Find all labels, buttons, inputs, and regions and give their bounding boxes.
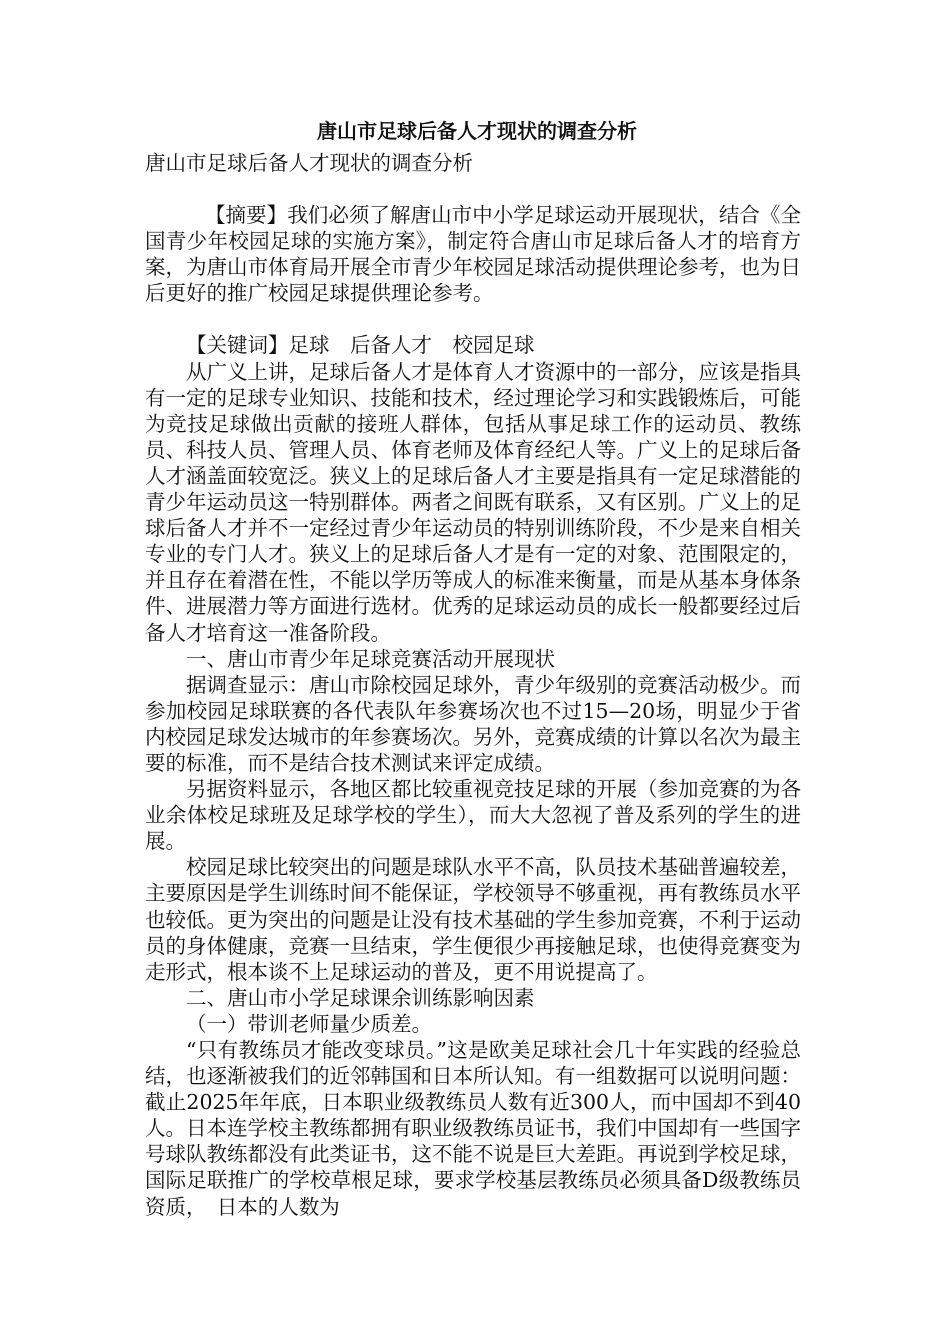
abstract-paragraph: 【摘要】我们必须了解唐山市中小学足球运动开展现状，结合《全国青少年校园足球的实施方案》，制定符合唐山市足球后备人才的培育方案，为唐山市体育局开展全市青少年校园足球活动提供理论参考，也为日后更好的推广校园足球提供理论参考。 [145,203,801,306]
body-paragraph: “只有教练员才能改变球员。”这是欧美足球社会几十年实践的经验总结，也逐渐被我们的近邻韩国和日本所认知。有一组数据可以说明问题：截止2025年年底，日本职业级教练员人数有近300人，而中国却不到40人。日本连学校主教练都拥有职业级教练员证书，我们中国却有一些国字号球队教练都没有此类证书，这不能不说是巨大差距。再说到学校足球，国际足联推广的学校草根足球，要求学校基层教练员必须具备D级教练员资质， 日本的人数为 [145,1038,801,1219]
body-paragraph: 据调查显示：唐山市除校园足球外，青少年级别的竞赛活动极少。而参加校园足球联赛的各代表队年参赛场次也不过15—20场，明显少于省内校园足球发达城市的年参赛场次。另外，竞赛成绩的计算以名次为最主要的标准，而不是结合技术测试来评定成绩。 [145,672,801,775]
body-paragraph: 从广义上讲，足球后备人才是体育人才资源中的一部分，应该是指具有一定的足球专业知识、技能和技术，经过理论学习和实践锻炼后，可能为竞技足球做出贡献的接班人群体，包括从事足球工作的运动员、教练员、科技人员、管理人员、体育老师及体育经纪人等。广义上的足球后备人才涵盖面较宽泛。狭义上的足球后备人才主要是指具有一定足球潜能的青少年运动员这一特别群体。两者之间既有联系，又有区别。广义上的足球后备人才并不一定经过青少年运动员的特别训练阶段，不少是来自相关专业的专门人才。狭义上的足球后备人才是有一定的对象、范围限定的，并且存在着潜在性，不能以学历等成人的标准来衡量，而是从基本身体条件、进展潜力等方面进行选材。优秀的足球运动员的成长一般都要经过后备人才培育这一准备阶段。 [145,359,801,645]
document-page [145,118,801,1220]
subsection-heading: （一）带训老师量少质差。 [186,1011,432,1036]
document-subtitle: 唐山市足球后备人才现状的调查分析 [145,151,473,175]
section-heading: 一、唐山市青少年足球竞赛活动开展现状 [186,646,555,671]
document-title: 唐山市足球后备人才现状的调查分析 [317,119,637,143]
spacer [145,306,801,332]
body-paragraph: 另据资料显示，各地区都比较重视竞技足球的开展（参加竞赛的为各业余体校足球班及足球学校的学生），而大大忽视了普及系列的学生的进展。 [145,777,801,854]
spacer [145,176,801,202]
keywords-line: 【关键词】足球 后备人才 校园足球 [186,333,535,358]
section-heading: 二、唐山市小学足球课余训练影响因素 [186,985,535,1010]
body-paragraph: 校园足球比较突出的问题是球队水平不高，队员技术基础普遍较差，主要原因是学生训练时间不能保证，学校领导不够重视，再有教练员水平也较低。更为突出的问题是让没有技术基础的学生参加竞赛，不利于运动员的身体健康，竞赛一旦结束，学生便很少再接触足球，也使得竞赛变为走形式，根本谈不上足球运动的普及，更不用说提高了。 [145,855,801,984]
